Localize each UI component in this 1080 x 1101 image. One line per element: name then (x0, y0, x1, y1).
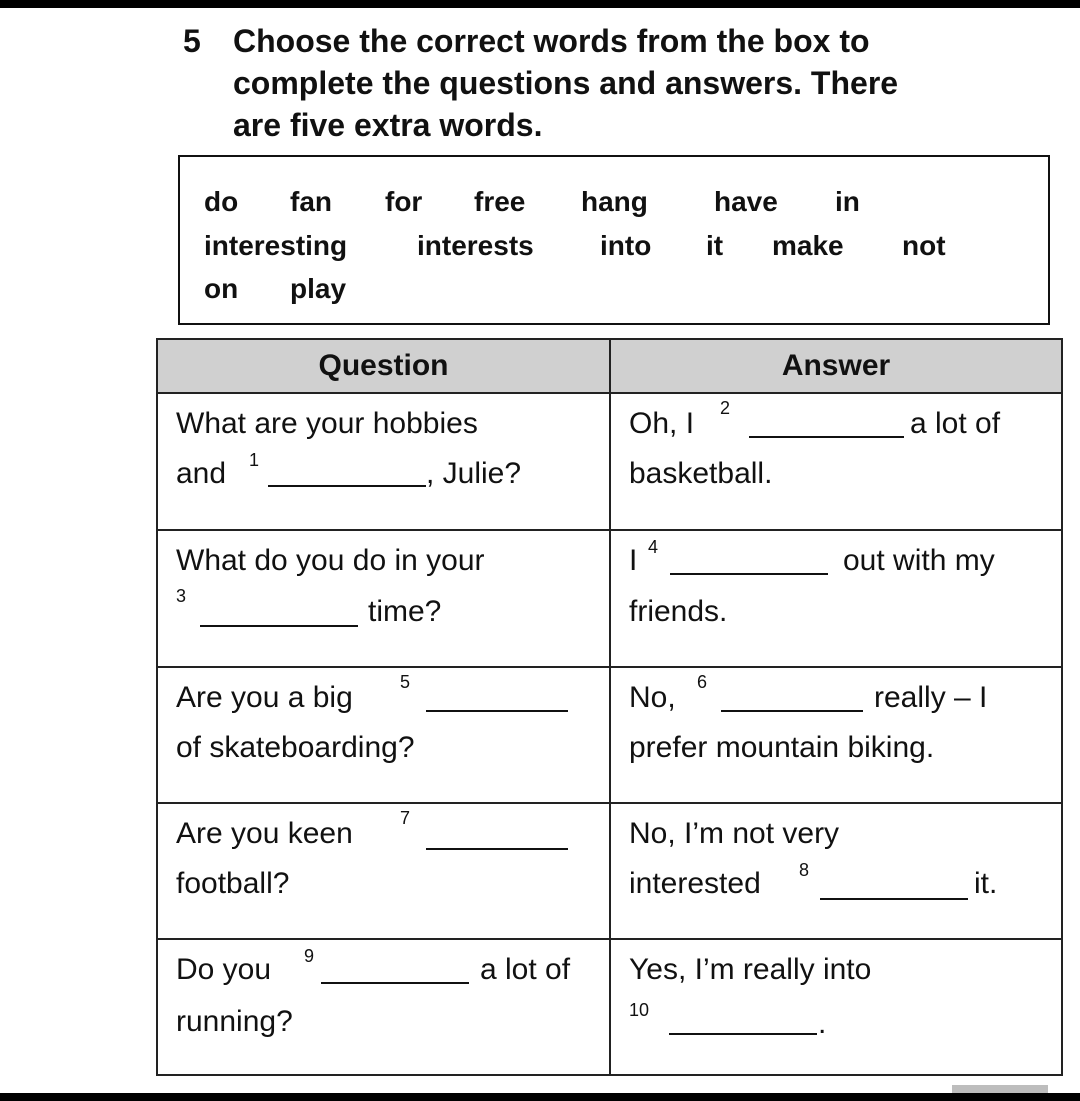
question-text: football? (176, 867, 290, 900)
gap-number: 6 (697, 672, 708, 692)
instruction-line: complete the questions and answers. There (233, 65, 899, 101)
question-text: time? (368, 595, 442, 628)
word-option: fan (290, 186, 332, 217)
question-text: Do you (176, 953, 272, 986)
answer-blank-8[interactable] (820, 898, 968, 900)
answer-text: really – I (874, 681, 988, 714)
word-option: not (902, 230, 946, 261)
answer-blank-9[interactable] (321, 982, 469, 984)
answer-blank-3[interactable] (200, 625, 358, 627)
row-divider (158, 938, 1061, 940)
gap-number: 3 (176, 586, 187, 606)
top-border (0, 0, 1080, 8)
word-box (178, 155, 1050, 325)
answer-text: interested (629, 867, 761, 900)
answer-blank-10[interactable] (669, 1033, 817, 1035)
row-divider (158, 666, 1061, 668)
gap-number: 9 (304, 946, 315, 966)
question-text: a lot of (480, 953, 571, 986)
row-divider (158, 529, 1061, 531)
question-text: and (176, 457, 227, 490)
gap-number: 7 (400, 808, 411, 828)
answer-text: it. (974, 867, 998, 900)
question-text: Are you keen (176, 817, 353, 850)
word-option: hang (581, 186, 648, 217)
answer-text: a lot of (910, 407, 1001, 440)
answer-header: Answer (781, 349, 891, 382)
word-option: into (600, 230, 652, 261)
score-tab (952, 1085, 1048, 1093)
word-option: it (706, 230, 724, 261)
question-text: What do you do in your (176, 544, 485, 577)
gap-number: 5 (400, 672, 411, 692)
answer-text: . (818, 1007, 827, 1040)
answer-blank-2[interactable] (749, 436, 904, 438)
word-option: in (835, 186, 860, 217)
answer-text: out with my (843, 544, 995, 577)
question-text: , Julie? (426, 457, 522, 490)
word-option: free (474, 186, 526, 217)
exercise-instruction (233, 20, 1033, 146)
answer-blank-5[interactable] (426, 710, 568, 712)
answer-text: basketball. (629, 457, 773, 490)
question-text: running? (176, 1005, 293, 1038)
gap-number: 1 (249, 450, 260, 470)
exercise-number: 5 (183, 23, 201, 59)
column-divider (609, 340, 611, 1074)
question-answer-table (156, 338, 1063, 1076)
gap-number: 2 (720, 398, 731, 418)
word-option: do (204, 186, 239, 217)
answer-text: Yes, I’m really into (629, 953, 872, 986)
bottom-border (0, 1093, 1080, 1101)
gap-number: 10 (629, 1000, 650, 1020)
question-text: What are your hobbies (176, 407, 478, 440)
instruction-line: Choose the correct words from the box to (233, 23, 870, 59)
answer-blank-1[interactable] (268, 485, 426, 487)
answer-text: Oh, I (629, 407, 695, 440)
answer-blank-7[interactable] (426, 848, 568, 850)
answer-blank-6[interactable] (721, 710, 863, 712)
word-option: make (772, 230, 844, 261)
question-text: Are you a big (176, 681, 353, 714)
answer-text: prefer mountain biking. (629, 731, 935, 764)
gap-number: 8 (799, 860, 810, 880)
gap-number: 4 (648, 537, 659, 557)
word-option: have (714, 186, 778, 217)
answer-text: No, (629, 681, 676, 714)
answer-blank-4[interactable] (670, 573, 828, 575)
word-option: play (290, 273, 347, 304)
word-option: interests (417, 230, 534, 261)
question-header: Question (318, 349, 449, 382)
row-divider (158, 802, 1061, 804)
word-option: interesting (204, 230, 348, 261)
question-text: of skateboarding? (176, 731, 415, 764)
word-option: for (385, 186, 423, 217)
word-option: on (204, 273, 239, 304)
answer-text: No, I’m not very (629, 817, 840, 850)
answer-text: friends. (629, 595, 728, 628)
instruction-line: are five extra words. (233, 107, 543, 143)
answer-text: I (629, 544, 638, 577)
